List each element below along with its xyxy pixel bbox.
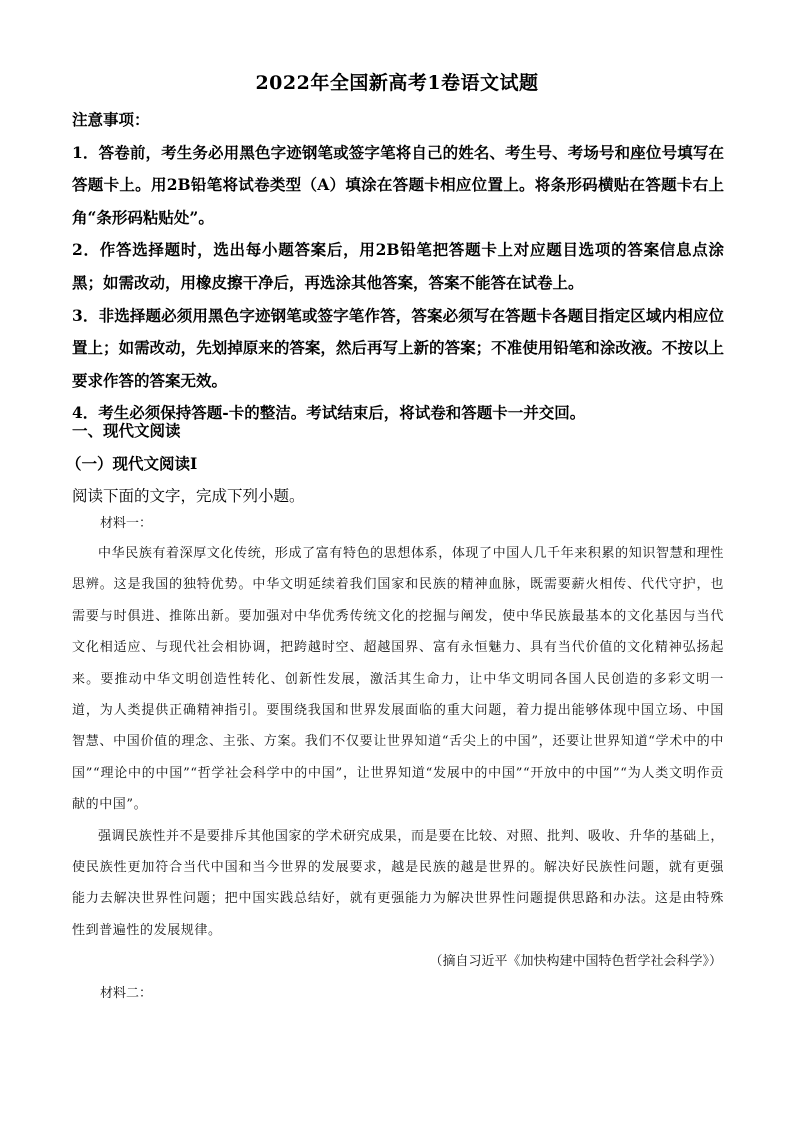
material-two-label: 材料二：: [100, 986, 153, 1001]
notes-block: [72, 104, 724, 430]
material-one-label: 材料一：: [100, 516, 153, 531]
material-one-source: （摘自习近平《加快构建中国特色哲学社会科学》）: [429, 954, 722, 969]
page-title: 2022年全国新高考1卷语文试题: [255, 72, 539, 94]
notes-item: 2．作答选择题时，选出每小题答案后，用2B铅笔把答题卡上对应题目选项的答案信息点涂黑；如需改动，用橡皮擦干净后，再选涂其他答案，答案不能答在试卷上。: [72, 240, 724, 292]
material-paragraph: 强调民族性并不是要排斥其他国家的学术研究成果，而是要在比较、对照、批判、吸收、升华的基础上，使民族性更加符合当代中国和当今世界的发展要求，越是民族的越是世界的。解决好民族性问题，就有更强能力去解决世界性问题；把中国实践总结好，就有更强能力为解决世界性问题提供思路和办法。这是由特殊性到普遍性的发展规律。: [72, 828, 724, 938]
subsection-heading: （一）现代文阅读Ⅰ: [66, 454, 198, 473]
notes-item: 1．答卷前，考生务必用黑色字迹钢笔或签字笔将自己的姓名、考生号、考场号和座位号填写在答题卡上。用2B铅笔将试卷类型（A）填涂在答题卡相应位置上。将条形码横贴在答题卡右上角“条形码粘贴处”。: [72, 142, 724, 227]
notes-heading: 注意事项：: [72, 110, 150, 129]
notes-item: 3．非选择题必须用黑色字迹钢笔或签字笔作答，答案必须写在答题卡各题目指定区域内相应位置上；如需改动，先划掉原来的答案，然后再写上新的答案；不准使用铅笔和涂改液。不按以上要求作答的答案无效。: [72, 305, 724, 390]
material-one-body: [72, 538, 724, 946]
section-heading: 一、现代文阅读: [72, 421, 181, 440]
reading-instruction: 阅读下面的文字，完成下列小题。: [72, 487, 305, 505]
material-paragraph: 中华民族有着深厚文化传统，形成了富有特色的思想体系，体现了中国人几千年来积累的知识智慧和理性思辨。这是我国的独特优势。中华文明延续着我们国家和民族的精神血脉，既需要薪火相传、代代守护，也需要与时俱进、推陈出新。要加强对中华优秀传统文化的挖掘与阐发，使中华民族最基本的文化基因与当代文化相适应、与现代社会相协调，把跨越时空、超越国界、富有永恒魅力、具有当代价值的文化精神弘扬起来。要推动中华文明创造性转化、创新性发展，激活其生命力，让中华文明同各国人民创造的多彩文明一道，为人类提供正确精神指引。要围绕我国和世界发展面临的重大问题，着力提出能够体现中国立场、中国智慧、中国价值的理念、主张、方案。我们不仅要让世界知道“舌尖上的中国”，还要让世界知道“学术中的中国”“理论中的中国”“哲学社会科学中的中国”，让世界知道“发展中的中国”“开放中的中国”“为人类文明作贡献的中国”。: [72, 546, 724, 813]
notes-item: 4．考生必须保持答题-卡的整洁。考试结束后，将试卷和答题卡一并交回。: [72, 403, 586, 423]
